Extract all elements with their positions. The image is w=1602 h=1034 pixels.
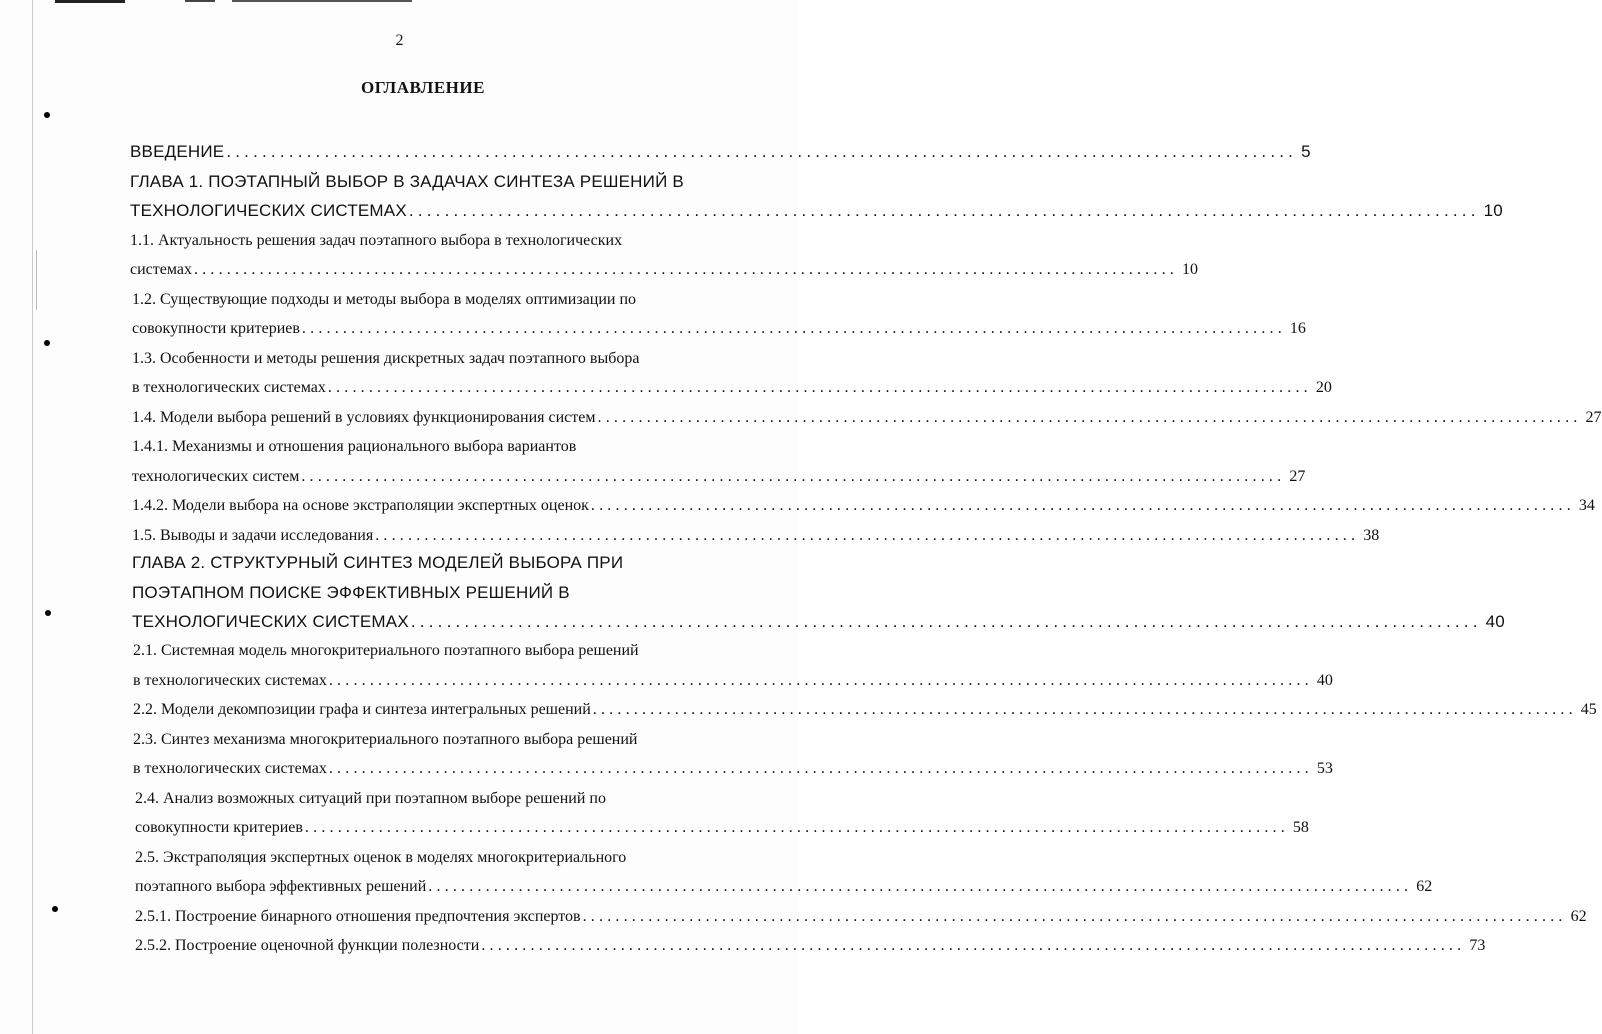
toc-page-number: 40 (1485, 612, 1505, 631)
toc-entry (130, 142, 1311, 162)
toc-page-number: 27 (1585, 409, 1602, 426)
toc-entry-title: ТЕХНОЛОГИЧЕСКИХ СИСТЕМАХ (130, 201, 407, 220)
toc-leader-dots: ........................................................................................................................ (582, 908, 1567, 925)
toc-entry-title: 2.5.2. Построение оценочной функции полезности (135, 937, 480, 954)
toc-entry (130, 172, 717, 192)
toc-page-number: 5 (1301, 142, 1311, 161)
toc-entry-title: 2.3. Синтез механизма многокритериального поэтапного выбора решений (133, 731, 638, 748)
toc-leader-dots: ........................................................................................................................ (375, 527, 1360, 544)
toc-leader-dots: ........................................................................................................................ (410, 612, 1482, 631)
toc-entry (132, 319, 1306, 339)
toc-entry (132, 378, 1332, 398)
toc-entry-title: 2.4. Анализ возможных ситуаций при поэтапном выборе решений по (135, 790, 606, 807)
toc-leader-dots: ........................................................................................................................ (328, 672, 1313, 689)
toc-entry-title: 2.1. Системная модель многокритериального поэтапного выбора решений (133, 642, 639, 659)
toc-entry (132, 467, 1306, 487)
toc-leader-dots: ........................................................................................................................ (328, 760, 1313, 777)
toc-entry (132, 553, 717, 573)
toc-entry (132, 583, 717, 603)
toc-entry-title: 1.2. Существующие подходы и методы выбора в моделях оптимизации по (132, 291, 637, 308)
toc-entry (133, 641, 717, 661)
toc-leader-dots: ........................................................................................................................ (301, 468, 1286, 485)
toc-entry-title: 2.5. Экстраполяция экспертных оценок в моделях многокритериального (135, 849, 627, 866)
toc-page-number: 58 (1292, 819, 1309, 836)
toc-page-number: 40 (1316, 672, 1333, 689)
toc-entry (133, 700, 1597, 720)
toc-entry-title: 1.5. Выводы и задачи исследования (132, 527, 374, 544)
toc-entry (133, 671, 1333, 691)
toc-entry (135, 818, 1309, 838)
toc-entry-title: 1.1. Актуальность решения задач поэтапного выбора в технологических (130, 232, 623, 249)
toc-entry (135, 789, 717, 809)
toc-entry (132, 349, 717, 369)
toc-leader-dots: ........................................................................................................................ (327, 379, 1312, 396)
toc-page-number: 34 (1578, 497, 1595, 514)
toc-leader-dots: ........................................................................................................................ (597, 409, 1582, 426)
toc-leader-dots: ........................................................................................................................ (428, 878, 1413, 895)
toc-entry-title: в технологических системах (133, 672, 327, 689)
toc-entry (133, 759, 1333, 779)
toc-page-number: 27 (1289, 468, 1306, 485)
toc-page-number: 62 (1416, 878, 1433, 895)
toc-entry (132, 612, 1505, 632)
toc-entry-title: 1.4.2. Модели выбора на основе экстраполяции экспертных оценок (132, 497, 589, 514)
toc-entry-title: 1.4.1. Механизмы и отношения рационального выбора вариантов (132, 438, 577, 455)
toc-entry (135, 848, 717, 868)
toc-entry (130, 201, 1503, 221)
toc-entry (135, 936, 1486, 956)
toc-entry-title: в технологических системах (132, 379, 326, 396)
toc-entry (132, 526, 1380, 546)
page-title: ОГЛАВЛЕНИЕ (361, 78, 485, 97)
toc-leader-dots: ........................................................................................................................ (592, 701, 1577, 718)
toc-entry-title: в технологических системах (133, 760, 327, 777)
toc-leader-dots: ........................................................................................................................ (301, 320, 1286, 337)
toc-leader-dots: ........................................................................................................................ (226, 142, 1298, 161)
toc-page-number: 38 (1363, 527, 1380, 544)
toc-entry-title: технологических систем (132, 468, 300, 485)
toc-entry-title: ГЛАВА 1. ПОЭТАПНЫЙ ВЫБОР В ЗАДАЧАХ СИНТЕЗА РЕШЕНИЙ В (130, 172, 684, 191)
toc-leader-dots: ........................................................................................................................ (590, 497, 1575, 514)
toc-page-number: 10 (1483, 201, 1503, 220)
toc-leader-dots: ........................................................................................................................ (304, 819, 1289, 836)
toc-entry (133, 730, 717, 750)
toc-entry-title: ГЛАВА 2. СТРУКТУРНЫЙ СИНТЕЗ МОДЕЛЕЙ ВЫБОРА ПРИ (132, 553, 624, 572)
toc-entry-title: 1.3. Особенности и методы решения дискретных задач поэтапного выбора (132, 350, 640, 367)
toc-page-number: 16 (1289, 320, 1306, 337)
toc-page-number: 20 (1315, 379, 1332, 396)
toc-entry (135, 877, 1433, 897)
toc-page-number: 73 (1469, 937, 1486, 954)
toc-entry (132, 290, 717, 310)
toc-entry (132, 437, 717, 457)
toc-leader-dots: ........................................................................................................................ (193, 261, 1178, 278)
toc-leader-dots: ........................................................................................................................ (481, 937, 1466, 954)
toc-entry-title: системах (130, 261, 192, 278)
toc-page-number: 53 (1316, 760, 1333, 777)
toc-entry (132, 408, 1602, 428)
toc-entry-title: ПОЭТАПНОМ ПОИСКЕ ЭФФЕКТИВНЫХ РЕШЕНИЙ В (132, 583, 570, 602)
toc-entry (130, 260, 1198, 280)
toc-entry-title: ТЕХНОЛОГИЧЕСКИХ СИСТЕМАХ (132, 612, 409, 631)
toc-entry-title: 2.5.1. Построение бинарного отношения предпочтения экспертов (135, 908, 581, 925)
toc-page-number: 62 (1570, 908, 1587, 925)
toc-entry (135, 907, 1587, 927)
toc-page-number: 45 (1580, 701, 1597, 718)
toc-entry (130, 231, 717, 251)
toc-entry-title: 1.4. Модели выбора решений в условиях функционирования систем (132, 409, 596, 426)
toc-page-number: 10 (1181, 261, 1198, 278)
toc-entry-title: совокупности критериев (135, 819, 303, 836)
toc-entry-title: поэтапного выбора эффективных решений (135, 878, 427, 895)
toc-entry (132, 496, 1595, 516)
toc-leader-dots: ........................................................................................................................ (408, 201, 1480, 220)
toc-entry-title: ВВЕДЕНИЕ (130, 142, 225, 161)
page-number: 2 (395, 32, 404, 49)
toc-entry-title: совокупности критериев (132, 320, 300, 337)
toc-entry-title: 2.2. Модели декомпозиции графа и синтеза интегральных решений (133, 701, 591, 718)
